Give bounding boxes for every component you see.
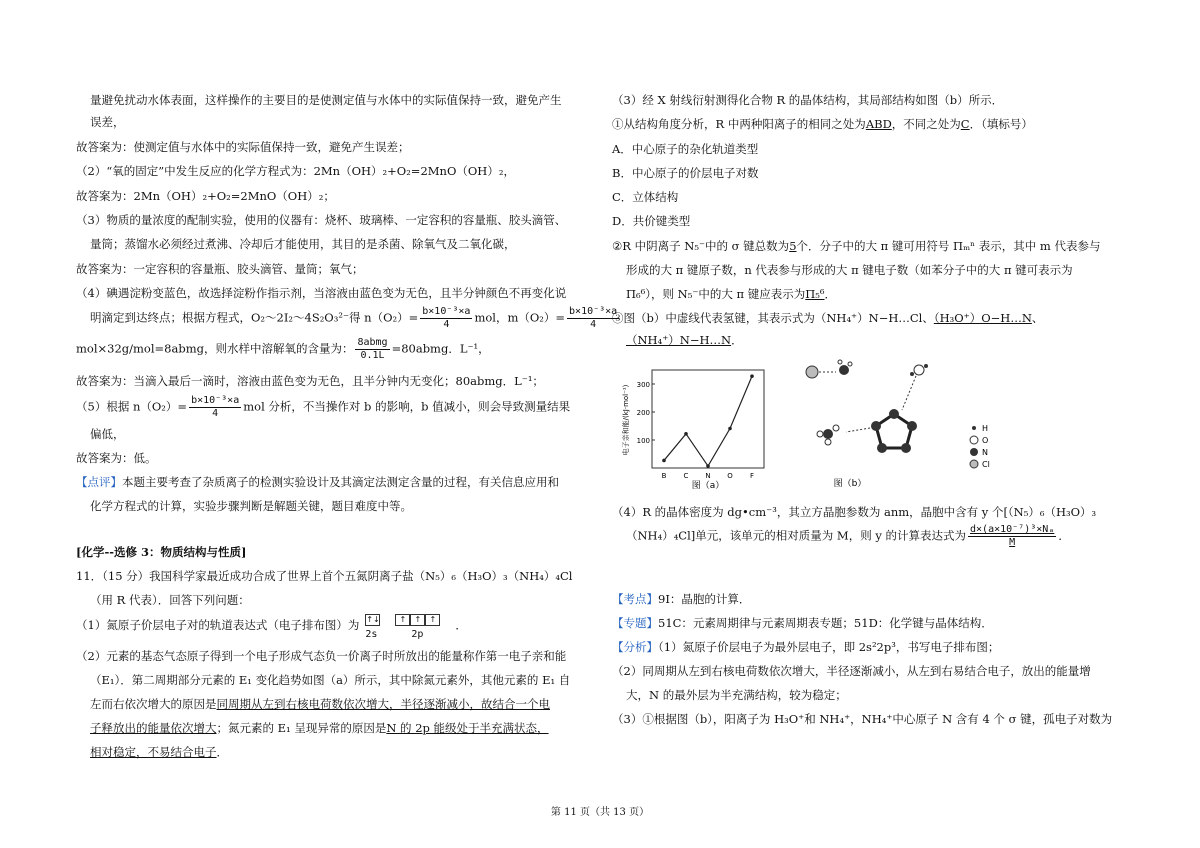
numerator: b×10⁻³×a <box>191 395 240 406</box>
text-line: 大，N 的最外层为半充满结构，较为稳定； <box>626 688 847 702</box>
hydrogen-bond <box>902 376 916 410</box>
text-line <box>76 744 228 760</box>
text-span: ③图（b）中虚线代表氢键，其表示式为（NH₄⁺）N−H…Cl、 <box>612 311 934 325</box>
answer-blank: 相对稳定，不易结合电子 <box>90 745 217 759</box>
text-span: （5）根据 n（O₂）= <box>76 399 188 414</box>
text-span: mol 分析，不当操作对 b 的影响，b 值减小，则会导致测量结果 <box>243 399 571 414</box>
text-span: ．（填标号） <box>969 117 1033 131</box>
numerator: b×10⁻³×a <box>569 306 618 317</box>
denominator: 4 <box>590 319 597 330</box>
text-line <box>612 332 743 348</box>
x-tick-label: C <box>683 472 689 480</box>
hydronium-ion <box>806 360 852 378</box>
hydrogen-atom <box>825 439 831 445</box>
text-span: ；氮元素的 E₁ 呈现异常的原因是 <box>216 721 387 735</box>
text-span: =80abmg．L⁻¹， <box>391 341 490 356</box>
text-line <box>612 524 1070 549</box>
figure-b-caption: 图（b） <box>833 479 867 489</box>
data-point <box>750 374 754 378</box>
answer-blank: Π₅⁶ <box>805 287 825 301</box>
option-c: C．立体结构 <box>612 190 679 204</box>
atom-legend <box>970 424 990 469</box>
page-footer: 第 11 页（共 13 页） <box>550 807 650 818</box>
data-point <box>662 459 666 463</box>
hydrogen-atom <box>924 364 928 368</box>
hydrogen-atom <box>848 362 852 366</box>
fraction <box>968 524 1056 549</box>
y-tick-label: 200 <box>636 409 650 417</box>
nitrogen-atom <box>839 365 849 375</box>
text-line: 故答案为：2Mn（OH）₂+O₂=2MnO（OH）₂； <box>76 189 335 203</box>
legend-n-label: N <box>982 448 988 457</box>
text-span: 个．分子中的大 π 键可用符号 Πₘⁿ 表示，其中 m 代表参与 <box>796 239 1101 253</box>
ring-bonds <box>876 414 912 448</box>
numerator: b×10⁻³×a <box>422 306 471 317</box>
figure-a-chart <box>620 362 770 492</box>
text-span: mol，m（O₂）= <box>474 310 566 325</box>
fraction <box>189 395 241 420</box>
denominator: M <box>1009 537 1016 548</box>
text-line: （用 R 代表）．回答下列问题： <box>90 593 250 607</box>
y-tick-label: 100 <box>636 437 650 445</box>
text-line: 误差， <box>90 115 125 129</box>
answer-blank: 5 <box>789 239 797 253</box>
comment-line <box>76 474 559 490</box>
legend-h-icon <box>972 426 976 430</box>
data-point <box>706 464 710 468</box>
denominator: 4 <box>443 319 450 330</box>
orbital-box-2p: ↑ <box>425 614 440 626</box>
text-span: ②R 中阴离子 N₅⁻中的 σ 键总数为 <box>612 239 790 253</box>
answer-blank: （H₃O⁺）O−H…N <box>933 311 1032 325</box>
text-span: 明滴定到达终点；根据方程式，O₂～2I₂～4S₂O₃²⁻得 n（O₂）= <box>90 310 419 325</box>
text-span: （1）氮原子价层电子对的轨道表达式（电子排布图）为 <box>76 618 360 632</box>
legend-h-label: H <box>982 424 989 433</box>
legend-cl-icon <box>970 460 978 468</box>
answer-blank: 同周期从左到右核电荷数依次增大，半径逐渐减小，故结合一个电 <box>216 697 550 711</box>
text-span: ①从结构角度分析，R 中两种阳离子的相同之处为 <box>612 117 866 131</box>
text-line: （2）“氧的固定”中发生反应的化学方程式为：2Mn（OH）₂+O₂=2MnO（OH）₂， <box>76 164 515 178</box>
nitrogen-atom <box>823 429 833 439</box>
y-axis-label: 电子亲和能/(kJ·mol⁻¹) <box>622 384 630 456</box>
text-line: 故答案为：低。 <box>76 451 157 465</box>
data-point <box>728 427 732 431</box>
nitrogen-atom <box>877 443 887 453</box>
hydrogen-atom <box>833 425 839 431</box>
question-1 <box>76 612 467 640</box>
pentazole-ring <box>846 409 917 453</box>
question-2: （2）元素的基态气态原子得到一个电子形成气态负一价离子时所放出的能量称作第一电子亲和能 <box>76 649 567 663</box>
text-span: 左而右依次增大的原因是 <box>90 697 217 711</box>
orbital-label-2p: 2p <box>411 629 424 640</box>
hydrogen-atom <box>817 431 823 437</box>
answer-blank: （NH₄⁺）N−H…N <box>626 333 732 347</box>
data-point <box>684 432 688 436</box>
text-line <box>76 306 621 331</box>
numerator: 8abmg <box>357 337 388 348</box>
text-line: 故答案为：一定容积的容量瓶、胶头滴管、量筒；氧气； <box>76 262 364 276</box>
text-line <box>612 286 836 302</box>
answer-blank: C <box>960 117 970 131</box>
zhuanti-line <box>612 615 993 631</box>
text-span: 9I：晶胞的计算． <box>658 592 751 606</box>
orbital-box-2p: ↑ <box>395 614 410 626</box>
text-span: mol×32g/mol=8abmg，则水样中溶解氧的含量为： <box>76 341 354 356</box>
text-span: ，不同之处为 <box>891 117 961 131</box>
figure-b-structure <box>784 354 1054 494</box>
text-line: （E₁）．第二周期部分元素的 E₁ 变化趋势如图（a）所示，其中除氮元素外，其他元素的 E₁ 自 <box>90 673 571 687</box>
answer-blank: ABD <box>865 117 892 131</box>
y-tick-label: 300 <box>636 381 650 389</box>
nitrogen-atom <box>907 421 917 431</box>
text-line <box>76 720 549 736</box>
nitrogen-atom <box>901 443 911 453</box>
oxygen-atom <box>914 365 924 375</box>
ammonium-ion <box>817 425 839 445</box>
text-line: 故答案为：当滴入最后一滴时，溶液由蓝色变为无色，且半分钟内无变化；80abmg．L⁻¹； <box>76 374 544 388</box>
text-line <box>612 238 1100 254</box>
text-line: （3）①根据图（b），阳离子为 H₃O⁺和 NH₄⁺，NH₄⁺中心原子 N 含有 4 个 σ 键，孤电子对数为 <box>612 712 1113 726</box>
text-span: ． <box>455 618 467 632</box>
figure-a-caption: 图（a） <box>691 481 725 491</box>
x-tick-label: N <box>705 472 711 480</box>
nitrogen-atom <box>871 421 881 431</box>
fenxi-line <box>612 639 999 655</box>
numerator: d×(a×10⁻⁷)³×Nₐ <box>970 524 1055 535</box>
kaodian-tag: 【考点】 <box>612 592 658 606</box>
text-line <box>76 337 490 362</box>
text-span: ． <box>1058 528 1070 543</box>
x-tick-label: B <box>661 472 667 480</box>
option-b: B．中心原子的价层电子对数 <box>612 166 759 180</box>
text-span: （1）氮原子价层电子为最外层电子，即 2s²2p³，书写电子排布图； <box>658 640 1000 654</box>
text-line <box>76 696 550 712</box>
plot-frame <box>652 370 764 468</box>
orbital-box-2s: ↑↓ <box>366 615 380 624</box>
text-line <box>76 395 570 420</box>
orbital-diagram <box>359 612 455 640</box>
text-line: 量筒；蒸馏水必须经过煮沸、冷却后才能使用，其目的是杀菌、除氧气及二氧化碳， <box>90 237 516 251</box>
legend-o-label: O <box>982 436 989 445</box>
text-line: （3）经 X 射线衍射测得化合物 R 的晶体结构，其局部结构如图（b）所示． <box>612 93 1004 107</box>
legend-n-icon <box>970 448 978 456</box>
comment-tag: 【点评】 <box>76 475 122 489</box>
kaodian-line <box>612 591 750 607</box>
orbital-box-2p: ↑ <box>410 614 425 626</box>
text-span: ． <box>824 287 837 301</box>
answer-blank: 子释放出的能量依次增大 <box>90 721 217 735</box>
section-title: [化学--选修 3：物质结构与性质] <box>76 545 247 559</box>
question-11: 11．（15 分）我国科学家最近成功合成了世界上首个五氮阴离子盐（N₅）₆（H₃O）₃（NH₄）₄Cl <box>76 569 573 583</box>
text-line: （3）物质的量浓度的配制实验，使用的仪器有：烧杯、玻璃棒、一定容积的容量瓶、胶头滴管、 <box>76 213 567 227</box>
legend-cl-label: Cl <box>982 460 990 469</box>
text-line: （2）同周期从左到右核电荷数依次增大，半径逐渐减小，从左到右易结合电子，放出的能量增 <box>612 664 1091 678</box>
text-line: 化学方程式的计算，实验步骤判断是解题关键，题目难度中等。 <box>90 499 412 513</box>
hydrogen-atom <box>838 360 842 364</box>
fraction <box>420 306 472 331</box>
text-span: ． <box>731 333 743 347</box>
text-line: 故答案为：使测定值与水体中的实际值保持一致，避免产生误差； <box>76 140 410 154</box>
text-line <box>612 310 1043 326</box>
text-span: 、 <box>1031 311 1044 325</box>
option-d: D．共价键类型 <box>612 214 691 228</box>
option-a: A．中心原子的杂化轨道类型 <box>612 142 759 156</box>
x-tick-label: O <box>727 472 733 480</box>
text-span: （NH₄）₄Cl]单元，该单元的相对质量为 M，则 y 的计算表达式为 <box>626 528 967 543</box>
chloride-atom <box>806 366 818 378</box>
text-line: 形成的大 π 键原子数，n 代表参与形成的大 π 键电子数（如苯分子中的大 π 键可表示为 <box>626 263 1073 277</box>
hydrogen-atom <box>910 372 914 376</box>
denominator: 4 <box>212 408 219 419</box>
fraction <box>355 337 389 362</box>
hydrogen-bond <box>846 428 870 432</box>
text-span: 本题主要考查了杂质离子的检测实验设计及其滴定法测定含量的过程，有关信息应用和 <box>122 475 559 489</box>
x-tick-label: F <box>749 472 755 480</box>
nitrogen-atom <box>889 409 899 419</box>
text-line: 量避免扰动水体表面，这样操作的主要目的是使测定值与水体中的实际值保持一致，避免产生 <box>90 93 562 107</box>
text-line: （4）R 的晶体密度为 dg•cm⁻³，其立方晶胞参数为 anm，晶胞中含有 y 个[（N₅）₆（H₃O）₃ <box>612 505 1097 519</box>
text-span: ． <box>216 745 228 759</box>
text-line: 偏低， <box>90 427 125 441</box>
denominator: 0.1L <box>360 350 385 361</box>
zhuanti-tag: 【专题】 <box>612 616 658 630</box>
text-span: 51C：元素周期律与元素周期表专题；51D：化学键与晶体结构． <box>658 616 993 630</box>
text-span: Π₆⁶），则 N₅⁻中的大 π 键应表示为 <box>626 287 806 301</box>
fenxi-tag: 【分析】 <box>612 640 658 654</box>
legend-o-icon <box>970 436 978 444</box>
answer-blank: N 的 2p 能级处于半充满状态， <box>386 721 549 735</box>
orbital-label-2s: 2s <box>365 629 378 640</box>
text-line: （4）碘遇淀粉变蓝色，故选择淀粉作指示剂，当溶液由蓝色变为无色，且半分钟颜色不再变化说 <box>76 286 567 300</box>
text-line <box>612 116 1033 132</box>
oxygen-cation <box>902 364 928 410</box>
